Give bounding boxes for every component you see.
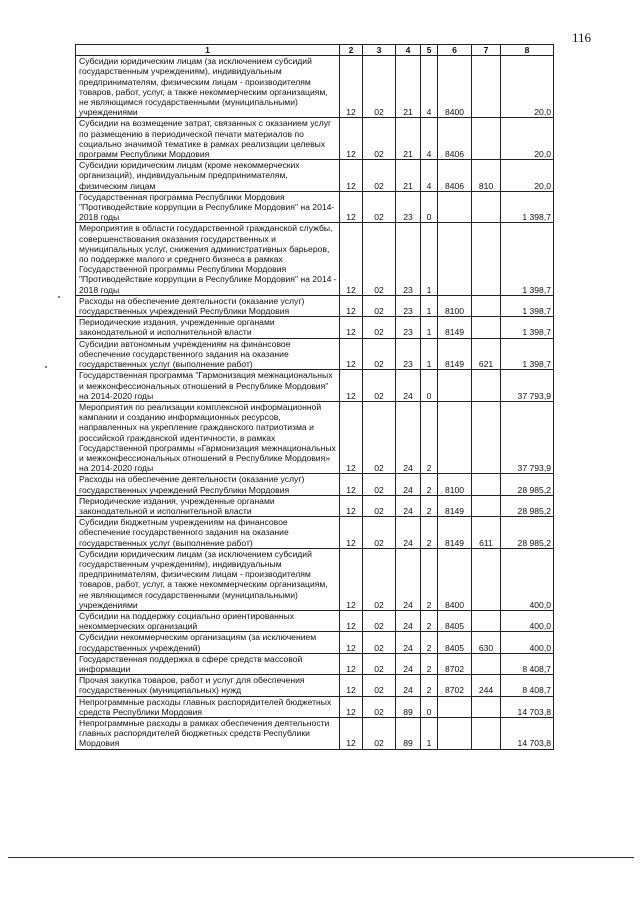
row-section: 12 xyxy=(340,317,363,338)
col-header: 1 xyxy=(76,45,340,56)
row-section: 12 xyxy=(340,675,363,696)
row-section: 12 xyxy=(340,653,363,674)
table-row xyxy=(76,295,554,316)
row-amount: 14 703,8 xyxy=(501,696,554,717)
row-subsection: 02 xyxy=(363,675,396,696)
row-subsection: 02 xyxy=(363,338,396,370)
row-program: 23 xyxy=(396,223,421,295)
table-row xyxy=(76,653,554,674)
table-row xyxy=(76,548,554,610)
row-expense-code xyxy=(438,401,472,473)
row-program: 24 xyxy=(396,610,421,631)
table-row xyxy=(76,160,554,192)
table-row xyxy=(76,675,554,696)
row-program: 89 xyxy=(396,718,421,750)
row-expense-code: 8400 xyxy=(438,56,472,118)
row-section: 12 xyxy=(340,474,363,495)
row-program: 24 xyxy=(396,675,421,696)
row-subprogram: 2 xyxy=(421,517,438,549)
row-program: 24 xyxy=(396,653,421,674)
row-section: 12 xyxy=(340,223,363,295)
row-amount: 20,0 xyxy=(501,118,554,160)
table-row xyxy=(76,401,554,473)
row-amount: 400,0 xyxy=(501,548,554,610)
row-program: 24 xyxy=(396,517,421,549)
row-description: Непрограммные расходы главных распорядителей бюджетных средств Республики Мордовия xyxy=(76,696,340,717)
row-expense-code: 8406 xyxy=(438,160,472,192)
row-program: 24 xyxy=(396,632,421,653)
row-section: 12 xyxy=(340,191,363,223)
page-number: 116 xyxy=(572,30,592,45)
row-description: Расходы на обеспечение деятельности (оказание услуг) государственных учреждений Республики Мордовия xyxy=(76,474,340,495)
col-header: 5 xyxy=(421,45,438,56)
row-description: Мероприятия в области государственной гражданской службы, совершенствования оказания государственных и муниципальных услуг, снижения административных барьеров, по поддержке малого и среднего бизнеса в рамках Государственной программы Республики Мордовия "Противодействие коррупции в Республике Мордовия" на 2014 - 2018 годы xyxy=(76,223,340,295)
row-description: Субсидии некоммерческим организациям (за исключением государственных учреждений) xyxy=(76,632,340,653)
row-subsection: 02 xyxy=(363,610,396,631)
table-row xyxy=(76,632,554,653)
row-amount: 20,0 xyxy=(501,56,554,118)
col-header: 7 xyxy=(472,45,501,56)
row-expense-code: 8149 xyxy=(438,317,472,338)
col-header: 6 xyxy=(438,45,472,56)
row-section: 12 xyxy=(340,696,363,717)
row-description: Расходы на обеспечение деятельности (оказание услуг) государственных учреждений Республики Мордовия xyxy=(76,295,340,316)
row-program: 24 xyxy=(396,401,421,473)
row-section: 12 xyxy=(340,718,363,750)
row-type-code: 621 xyxy=(472,338,501,370)
table-row xyxy=(76,370,554,402)
row-type-code xyxy=(472,223,501,295)
table-row xyxy=(76,223,554,295)
table-body xyxy=(76,56,554,749)
row-program: 89 xyxy=(396,696,421,717)
row-subprogram: 0 xyxy=(421,696,438,717)
row-subprogram: 2 xyxy=(421,610,438,631)
row-subprogram: 2 xyxy=(421,495,438,516)
row-section: 12 xyxy=(340,338,363,370)
row-amount: 1 398,7 xyxy=(501,317,554,338)
budget-table xyxy=(75,44,554,750)
col-header: 2 xyxy=(340,45,363,56)
table-row xyxy=(76,610,554,631)
row-subprogram: 2 xyxy=(421,548,438,610)
row-type-code xyxy=(472,474,501,495)
row-amount: 20,0 xyxy=(501,160,554,192)
row-section: 12 xyxy=(340,370,363,402)
row-subprogram: 2 xyxy=(421,632,438,653)
row-subsection: 02 xyxy=(363,401,396,473)
row-section: 12 xyxy=(340,610,363,631)
row-program: 23 xyxy=(396,295,421,316)
col-header: 4 xyxy=(396,45,421,56)
row-subsection: 02 xyxy=(363,495,396,516)
row-description: Субсидии автономным учреждениям на финансовое обеспечение государственного задания на оказание государственных услуг (выполнение работ) xyxy=(76,338,340,370)
scan-speck xyxy=(58,296,60,298)
scan-speck xyxy=(45,366,47,368)
row-section: 12 xyxy=(340,517,363,549)
row-type-code: 244 xyxy=(472,675,501,696)
row-amount: 37 793,9 xyxy=(501,401,554,473)
row-amount: 37 793,9 xyxy=(501,370,554,402)
row-description: Периодические издания, учрежденные органами законодательной и исполнительной власти xyxy=(76,495,340,516)
row-expense-code xyxy=(438,223,472,295)
row-expense-code: 8149 xyxy=(438,338,472,370)
table-row xyxy=(76,718,554,750)
table-row xyxy=(76,474,554,495)
row-description: Субсидии бюджетным учреждениям на финансовое обеспечение государственного задания на оказание государственных услуг (выполнение работ) xyxy=(76,517,340,549)
row-program: 23 xyxy=(396,338,421,370)
row-expense-code: 8149 xyxy=(438,517,472,549)
row-section: 12 xyxy=(340,632,363,653)
footer-divider xyxy=(8,857,634,858)
table-row xyxy=(76,317,554,338)
row-expense-code: 8100 xyxy=(438,474,472,495)
row-expense-code: 8702 xyxy=(438,675,472,696)
row-program: 23 xyxy=(396,317,421,338)
row-description: Периодические издания, учрежденные органами законодательной и исполнительной власти xyxy=(76,317,340,338)
row-expense-code: 8149 xyxy=(438,495,472,516)
row-subsection: 02 xyxy=(363,295,396,316)
row-type-code xyxy=(472,370,501,402)
table-row xyxy=(76,56,554,118)
row-subsection: 02 xyxy=(363,696,396,717)
row-section: 12 xyxy=(340,295,363,316)
row-amount: 8 408,7 xyxy=(501,653,554,674)
row-expense-code: 8400 xyxy=(438,548,472,610)
row-subprogram: 4 xyxy=(421,160,438,192)
row-type-code xyxy=(472,718,501,750)
row-amount: 1 398,7 xyxy=(501,191,554,223)
row-section: 12 xyxy=(340,56,363,118)
row-subsection: 02 xyxy=(363,632,396,653)
row-subsection: 02 xyxy=(363,160,396,192)
row-amount: 28 985,2 xyxy=(501,474,554,495)
table-row xyxy=(76,191,554,223)
row-section: 12 xyxy=(340,548,363,610)
row-subprogram: 2 xyxy=(421,474,438,495)
row-amount: 1 398,7 xyxy=(501,338,554,370)
row-type-code xyxy=(472,191,501,223)
row-amount: 28 985,2 xyxy=(501,517,554,549)
row-description: Государственная программа Республики Мордовия "Противодействие коррупции в Республике Мордовия" на 2014-2018 годы xyxy=(76,191,340,223)
table-row xyxy=(76,118,554,160)
row-description: Субсидии на поддержку социально ориентированных некоммерческих организаций xyxy=(76,610,340,631)
row-type-code: 611 xyxy=(472,517,501,549)
row-type-code xyxy=(472,401,501,473)
row-section: 12 xyxy=(340,495,363,516)
row-program: 23 xyxy=(396,191,421,223)
row-type-code xyxy=(472,317,501,338)
row-description: Прочая закупка товаров, работ и услуг для обеспечения государственных (муниципальных) нужд xyxy=(76,675,340,696)
row-expense-code: 8405 xyxy=(438,610,472,631)
row-subsection: 02 xyxy=(363,474,396,495)
row-program: 24 xyxy=(396,548,421,610)
row-program: 21 xyxy=(396,56,421,118)
row-program: 24 xyxy=(396,495,421,516)
row-type-code: 810 xyxy=(472,160,501,192)
row-section: 12 xyxy=(340,401,363,473)
table-row xyxy=(76,696,554,717)
row-subsection: 02 xyxy=(363,118,396,160)
row-subsection: 02 xyxy=(363,56,396,118)
row-subprogram: 0 xyxy=(421,370,438,402)
row-expense-code xyxy=(438,370,472,402)
row-expense-code: 8100 xyxy=(438,295,472,316)
row-section: 12 xyxy=(340,160,363,192)
row-subsection: 02 xyxy=(363,223,396,295)
row-program: 24 xyxy=(396,370,421,402)
row-subprogram: 0 xyxy=(421,191,438,223)
row-program: 24 xyxy=(396,474,421,495)
table-row xyxy=(76,517,554,549)
row-description: Государственная поддержка в сфере средств массовой информации xyxy=(76,653,340,674)
row-subsection: 02 xyxy=(363,370,396,402)
row-description: Непрограммные расходы в рамках обеспечения деятельности главных распорядителей бюджетных средств Республики Мордовия xyxy=(76,718,340,750)
row-subsection: 02 xyxy=(363,653,396,674)
row-subprogram: 1 xyxy=(421,223,438,295)
row-description: Субсидии юридическим лицам (кроме некоммерческих организаций), индивидуальным предпринимателям, физическим лицам xyxy=(76,160,340,192)
row-amount: 1 398,7 xyxy=(501,295,554,316)
row-description: Государственная программа "Гармонизация межнациональных и межконфессиональных отношений в Республике Мордовия" на 2014-2020 годы xyxy=(76,370,340,402)
row-expense-code: 8405 xyxy=(438,632,472,653)
row-subsection: 02 xyxy=(363,317,396,338)
row-expense-code xyxy=(438,696,472,717)
row-subprogram: 1 xyxy=(421,317,438,338)
row-subprogram: 2 xyxy=(421,675,438,696)
row-subsection: 02 xyxy=(363,718,396,750)
row-subprogram: 1 xyxy=(421,295,438,316)
row-subprogram: 4 xyxy=(421,118,438,160)
row-type-code xyxy=(472,653,501,674)
row-expense-code: 8406 xyxy=(438,118,472,160)
row-description: Субсидии на возмещение затрат, связанных с оказанием услуг по размещению в периодической печати материалов по социально значимой тематике в рамках реализации целевых программ Республики Мордовия xyxy=(76,118,340,160)
row-amount: 14 703,8 xyxy=(501,718,554,750)
row-amount: 400,0 xyxy=(501,610,554,631)
row-section: 12 xyxy=(340,118,363,160)
row-expense-code xyxy=(438,191,472,223)
row-amount: 400,0 xyxy=(501,632,554,653)
row-expense-code xyxy=(438,718,472,750)
row-subprogram: 2 xyxy=(421,653,438,674)
row-expense-code: 8702 xyxy=(438,653,472,674)
row-type-code: 630 xyxy=(472,632,501,653)
row-type-code xyxy=(472,118,501,160)
row-type-code xyxy=(472,295,501,316)
row-amount: 28 985,2 xyxy=(501,495,554,516)
row-type-code xyxy=(472,56,501,118)
row-subprogram: 4 xyxy=(421,56,438,118)
row-subsection: 02 xyxy=(363,548,396,610)
row-subprogram: 1 xyxy=(421,718,438,750)
row-type-code xyxy=(472,610,501,631)
row-subprogram: 1 xyxy=(421,338,438,370)
row-type-code xyxy=(472,548,501,610)
col-header: 8 xyxy=(501,45,554,56)
row-description: Субсидии юридическим лицам (за исключением субсидий государственным учреждениям), индивидуальным предпринимателям, физическим лицам - производителям товаров, работ, услуг, а также некоммерческим организациям, не являющимся государственными (муниципальными) учреждениями xyxy=(76,548,340,610)
row-subsection: 02 xyxy=(363,517,396,549)
col-header: 3 xyxy=(363,45,396,56)
table-row xyxy=(76,338,554,370)
row-program: 21 xyxy=(396,160,421,192)
row-description: Мероприятия по реализации комплексной информационной кампании и созданию информационных ресурсов, направленных на укрепление гражданского патриотизма и российской гражданской идентичности, в рамках Государственной программы «Гармонизация межнациональных и межконфессиональных отношений в Республике Мордовия» на 2014-2020 годы xyxy=(76,401,340,473)
row-description: Субсидии юридическим лицам (за исключением субсидий государственным учреждениям), индивидуальным предпринимателям, физическим лицам - производителям товаров, работ, услуг, а также некоммерческим организациям, не являющимся государственными (муниципальными) учреждениями xyxy=(76,56,340,118)
row-amount: 1 398,7 xyxy=(501,223,554,295)
row-subprogram: 2 xyxy=(421,401,438,473)
table-header-row xyxy=(76,45,554,56)
row-subsection: 02 xyxy=(363,191,396,223)
row-program: 21 xyxy=(396,118,421,160)
row-type-code xyxy=(472,696,501,717)
row-amount: 8 408,7 xyxy=(501,675,554,696)
table-row xyxy=(76,495,554,516)
row-type-code xyxy=(472,495,501,516)
